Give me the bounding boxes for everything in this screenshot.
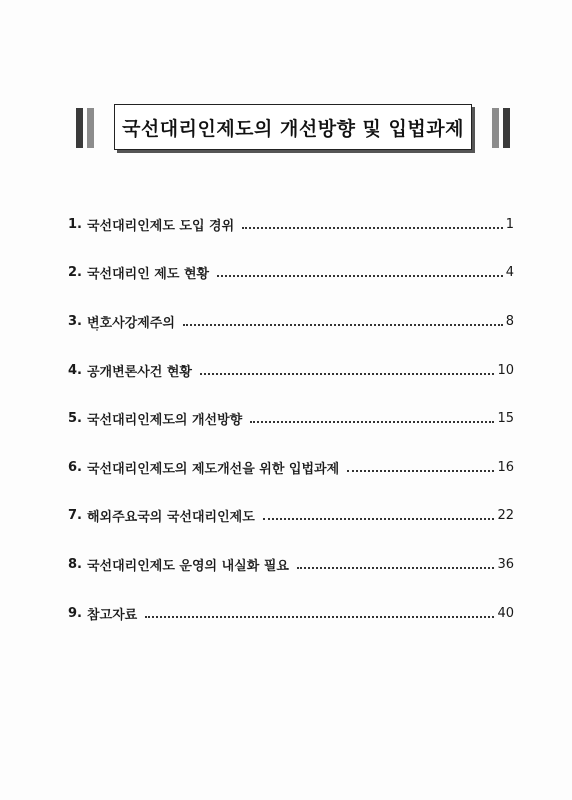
- toc-item-7[interactable]: [68, 492, 514, 541]
- toc-page-number: 10: [497, 362, 514, 378]
- toc-number: 5.: [68, 411, 82, 427]
- toc-title: 참고자료: [86, 607, 138, 623]
- toc-number: 3.: [68, 313, 82, 329]
- toc-item-6[interactable]: [68, 443, 514, 492]
- toc-item-8[interactable]: [68, 540, 514, 589]
- decorative-bar: [87, 108, 94, 148]
- dot-leader: [145, 615, 494, 618]
- dot-leader: [347, 469, 494, 472]
- toc-number: 6.: [68, 459, 82, 475]
- toc-page-number: 1: [505, 216, 514, 232]
- toc-item-2[interactable]: [68, 249, 514, 298]
- dot-leader: [242, 226, 503, 229]
- toc-title: 국선대리인제도 도입 경위: [86, 218, 235, 234]
- toc-item-9[interactable]: [68, 589, 514, 638]
- title-box: [114, 104, 472, 150]
- toc-title: 해외주요국의 국선대리인제도: [86, 510, 255, 526]
- document-title: 국선대리인제도의 개선방향 및 입법과제: [122, 117, 464, 140]
- toc-title: 변호사강제주의: [86, 315, 175, 331]
- toc-title: 국선대리인제도의 제도개선을 위한 입법과제: [86, 461, 340, 477]
- toc-number: 4.: [68, 362, 82, 378]
- toc-item-1[interactable]: [68, 200, 514, 249]
- dot-leader: [297, 566, 495, 569]
- toc-number: 1.: [68, 216, 82, 232]
- toc-item-5[interactable]: [68, 394, 514, 443]
- toc-page-number: 36: [497, 556, 514, 572]
- toc-title: 국선대리인 제도 현황: [86, 267, 210, 283]
- toc-title: 국선대리인제도의 개선방향: [86, 413, 243, 429]
- title-banner: [76, 104, 510, 152]
- toc-number: 9.: [68, 605, 82, 621]
- toc-page-number: 15: [497, 411, 514, 427]
- toc-number: 2.: [68, 265, 82, 281]
- toc-page-number: 8: [505, 313, 514, 329]
- toc-item-3[interactable]: [68, 297, 514, 346]
- table-of-contents: [68, 200, 514, 637]
- dot-leader: [183, 323, 503, 326]
- decorative-bar: [492, 108, 499, 148]
- decorative-bar: [503, 108, 510, 148]
- dot-leader: [263, 517, 495, 520]
- toc-item-4[interactable]: [68, 346, 514, 395]
- toc-page-number: 4: [505, 265, 514, 281]
- decorative-bar: [76, 108, 83, 148]
- toc-title: 공개변론사건 현황: [86, 364, 192, 380]
- toc-number: 8.: [68, 556, 82, 572]
- dot-leader: [200, 372, 494, 375]
- toc-page-number: 22: [497, 508, 514, 524]
- toc-title: 국선대리인제도 운영의 내실화 필요: [86, 558, 289, 574]
- dot-leader: [250, 420, 494, 423]
- toc-number: 7.: [68, 508, 82, 524]
- toc-page-number: 40: [497, 605, 514, 621]
- toc-page-number: 16: [497, 459, 514, 475]
- dot-leader: [217, 274, 503, 277]
